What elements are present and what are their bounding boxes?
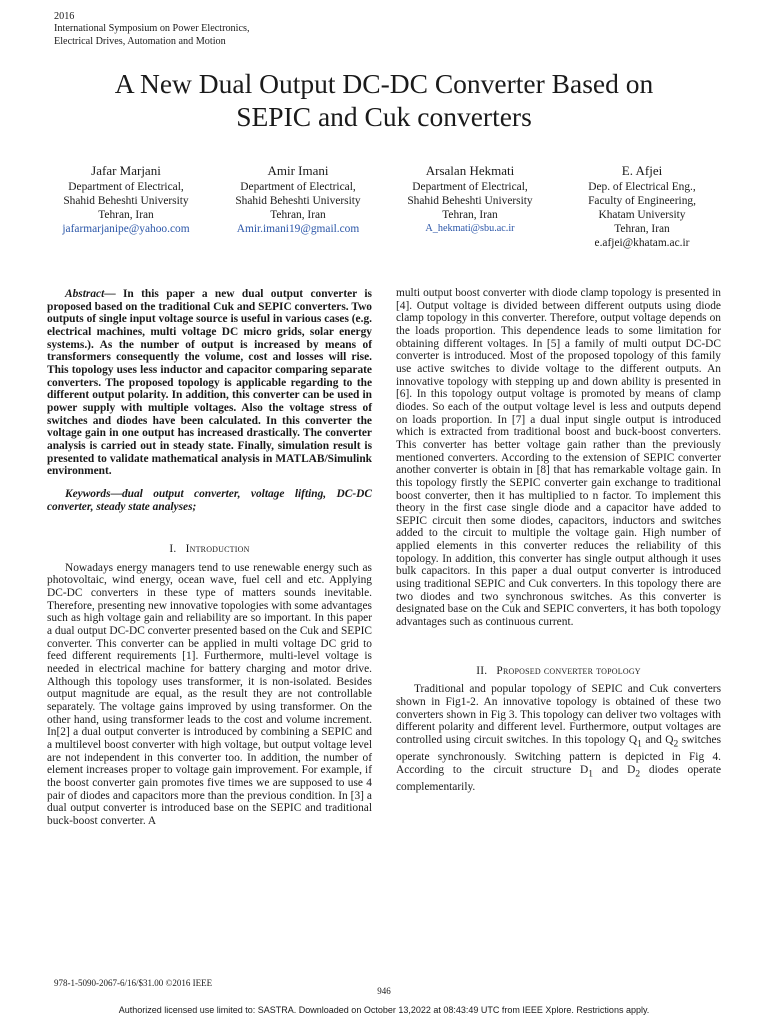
author-affiliation: Department of Electrical, <box>68 181 184 193</box>
abstract-text: — In this paper a new dual output converter is proposed based on the traditional Cuk and SEPIC converters. Two outputs of single input voltage source is useful in various cases (e.g. electrical machines, multi voltage DC micro grids, solar energy systems.). As the number of output is increased by means of transformers consequently the volume, cost and losses will rise. This topology uses less inductor and capacitor comparing separate converters. The proposed topology is applicable regarding to the different output polarity. In addition, this converter can be used in power supply with multiple voltages. Also the voltage stress of switches and diodes have been calculated. In this converter the voltage gain in one output has increased drastically. The converter analysis is carried out in steady state. Finally, simulation result is presented to validate mathematical analysis in MATLAB/Simulink environment. <box>47 288 372 478</box>
section-heading-proposed-topology <box>396 665 721 678</box>
author-affiliation: Tehran, Iran <box>442 209 498 221</box>
left-column <box>47 288 372 828</box>
author-block-2 <box>212 163 384 236</box>
author-affiliation: Tehran, Iran <box>98 209 154 221</box>
keywords: Keywords—dual output converter, voltage lifting, DC-DC converter, steady state analyses; <box>47 487 372 513</box>
paper-title-line2: SEPIC and Cuk converters <box>236 101 532 132</box>
author-block-3 <box>384 163 556 236</box>
author-affiliation: Tehran, Iran <box>614 223 670 235</box>
introduction-continued-paragraph: multi output boost converter with diode clamp topology is presented in [4]. Output voltage is divided between different outputs using diode clamp topology in this converter. Therefore, output voltage depends on the loads proportion. This dependence leads to some limitation for obtaining different voltages. In [5] a family of multi output DC-DC converter is introduced. Most of the proposed topology of this family use active switches to divide voltage to the different outputs. An innovative topology with stepping up and down ability is presented in [6]. In this topology output voltage is promoted by means of clamp diodes. So each of the output voltage level is less and outputs depend on loads proportion. In [7] a dual input single output is introduced which is extracted from traditional boost and buck-boost converters. This converter has better voltage gain rather than the previously mentioned converters. According to the extension of SEPIC converter another converter is obtain in [8] that has remarkable voltage gain. In this topology firstly the SEPIC converter gain exchange to traditional boost converter, then it has multiplied to n factor. To implement this theory in the first case single diode and a capacitor have added to SEPIC circuit then some diodes, capacitors, inductors and switches added to the circuit to multiple the voltage gain. High number of applied elements in this converter reduces the reliability of this topology. In addition, this converter has single output although it uses bulk capacitors. In this paper a dual output converter is introduced using traditional SEPIC and Cuk converters. In this topology there are two diodes and two synchronous switches. As this converter is designated base on the Cuk and SEPIC converters, it has both topology advantages such as continuous current. <box>396 287 721 629</box>
introduction-paragraph: Nowadays energy managers tend to use renewable energy such as photovoltaic, wind energy, ocean wave, fuel cell and etc. Applying DC-DC converters in these type of matters sounds inevitable. Therefore, presenting new innovative topologies with some advantages such as high voltage gain and reliability are so important. In this paper a dual output DC-DC converter presented based on the Cuk and SEPIC converter. This converter can be applied in multi voltage DC grid to feed different requirements [1]. Furthermore, multi-level voltage is needed in electrical machine for battery charging and motor drive. Although this topology uses transformer, it is non-isolated. Besides output magnitude are equal, as the result they are not controllable separately. The voltage gains improved by using transformer. On the other hand, using transformer leads to the cost and volume increment. In[2] a dual output converter is introduced by combining a SEPIC and a multilevel boost converter with high voltage, but output voltage level are not independent in this converter too. In addition, the number of element increases proper to voltage gain improvement. For example, if the boost converter gain promotes five times we are supposed to use 4 pair of diodes and capacitors more than the previous condition. In [3] a dual output converter is introduced base on the SEPIC and traditional buck-boost converter. A <box>47 561 372 827</box>
author-affiliation: Department of Electrical, <box>240 181 356 193</box>
license-notice: Authorized licensed use limited to: SASTRA. Downloaded on October 13,2022 at 08:43:49 UTC from IEEE Xplore. Restrictions apply. <box>118 1005 650 1015</box>
author-affiliation: Tehran, Iran <box>270 209 326 221</box>
isbn-copyright: 978-1-5090-2067-6/16/$31.00 ©2016 IEEE <box>54 978 213 988</box>
conference-name-line1: International Symposium on Power Electronics, <box>54 23 250 35</box>
author-email-link[interactable]: Amir.imani19@gmail.com <box>236 223 360 235</box>
topology-paragraph: Traditional and popular topology of SEPIC and Cuk converters shown in Fig1-2. An innovative topology is obtained of these two converters shown in Fig 3. This topology can deliver two voltages with different polarity and different level. Furthermore, output voltages are controlled using circuit switches. In this topology $Q_1$ and $Q_2$ switches operate synchronously. Switching pattern is depicted in Fig 4. According to the circuit structure $D_1$ and $D_2$ diodes operate complementarily. <box>396 683 722 793</box>
author-name: Amir Imani <box>267 163 329 178</box>
author-name: E. Afjei <box>621 163 663 178</box>
author-affiliation: Department of Electrical, <box>412 181 528 193</box>
author-affiliation: Faculty of Engineering, <box>588 195 696 207</box>
section-heading-introduction <box>47 543 372 556</box>
author-affiliation: Shahid Beheshti University <box>235 195 361 207</box>
conference-header <box>54 11 250 48</box>
paper-title-line1: A New Dual Output DC-DC Converter Based on <box>114 68 654 99</box>
author-affiliation: Dep. of Electrical Eng., <box>588 181 696 193</box>
section-title: Introduction <box>185 543 250 556</box>
author-block-4 <box>556 163 728 250</box>
author-affiliation: Khatam University <box>598 209 686 221</box>
section-title: Proposed converter topology <box>496 664 641 677</box>
author-email: e.afjei@khatam.ac.ir <box>594 237 690 249</box>
abstract-label: Abstract <box>65 288 105 300</box>
conference-name-line2: Electrical Drives, Automation and Motion <box>54 35 226 47</box>
author-affiliation: Shahid Beheshti University <box>407 195 533 207</box>
right-column <box>396 287 721 793</box>
author-email-link[interactable]: A_hekmati@sbu.ac.ir <box>425 223 515 234</box>
abstract <box>47 288 372 478</box>
paper-title <box>40 67 728 133</box>
author-affiliation: Shahid Beheshti University <box>63 195 189 207</box>
author-name: Arsalan Hekmati <box>425 163 515 178</box>
author-name: Jafar Marjani <box>91 163 161 178</box>
author-block-1 <box>40 163 212 236</box>
section-number: II. <box>476 664 488 677</box>
conference-year: 2016 <box>54 11 75 22</box>
section-number: I. <box>169 543 177 556</box>
page-number: 946 <box>377 986 391 996</box>
author-email-link[interactable]: jafarmarjanipe@yahoo.com <box>62 223 190 235</box>
